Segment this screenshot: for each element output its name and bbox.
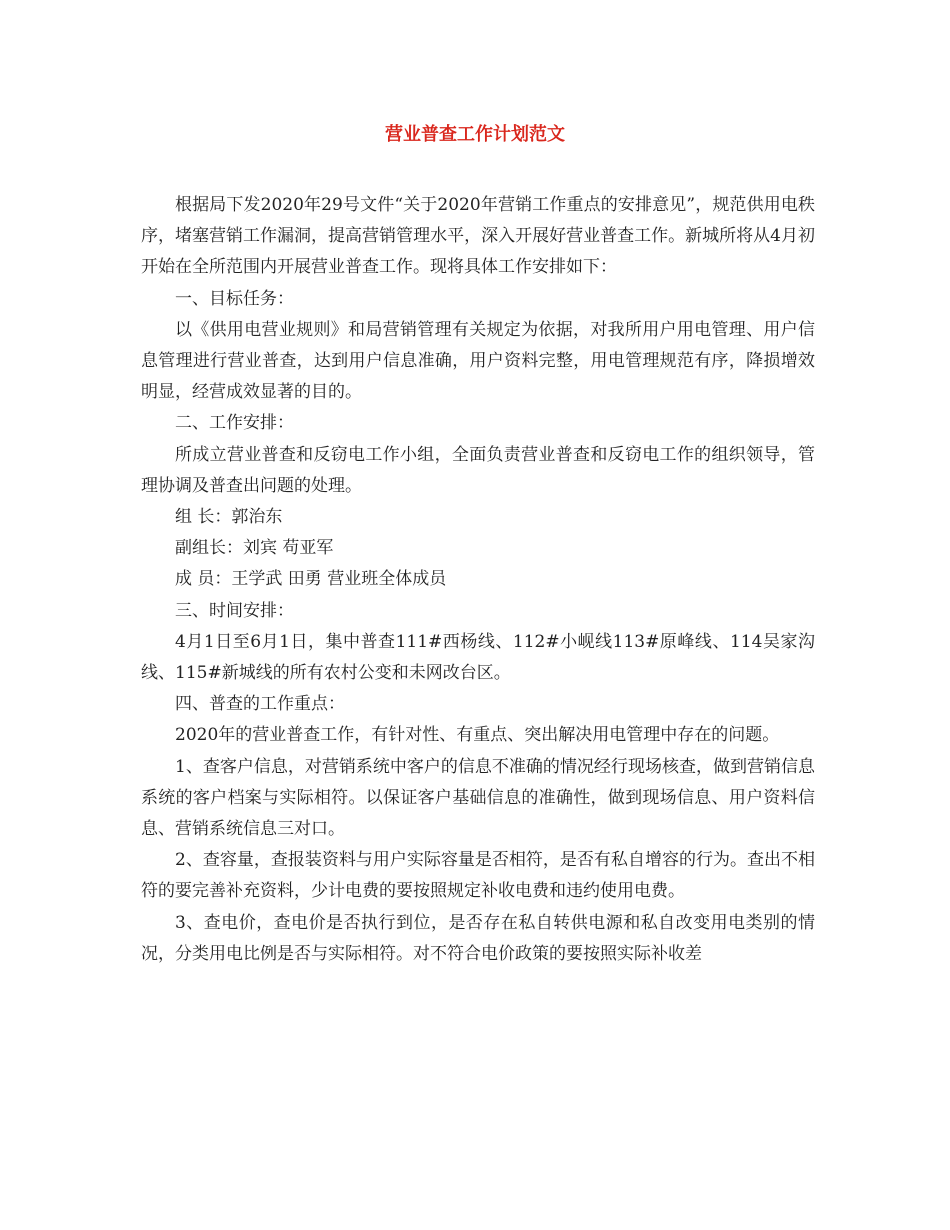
document-body (141, 190, 815, 970)
team-deputy-line: 副组长：刘宾 苟亚军 (175, 538, 334, 559)
section-heading: 二、工作安排： (175, 413, 294, 434)
list-item: 2、查容量，查报装资料与用户实际容量是否相符，是否有私自增容的行为。查出不相符的要完善补充资料，少计电费的要按照规定补收电费和违约使用电费。 (141, 850, 815, 902)
section-heading: 四、普查的工作重点： (175, 694, 345, 715)
team-members-line: 成 员：王学武 田勇 营业班全体成员 (175, 569, 447, 590)
section-heading: 一、目标任务： (175, 288, 294, 309)
team-leader-line: 组 长：郭治东 (175, 507, 283, 528)
paragraph: 以《供用电营业规则》和局营销管理有关规定为依据，对我所用户用电管理、用户信息管理进行营业普查，达到用户信息准确，用户资料完整，用电管理规范有序，降损增效明显，经营成效显著的目的。 (141, 319, 815, 403)
list-item: 3、查电价，查电价是否执行到位，是否存在私自转供电源和私自改变用电类别的情况，分类用电比例是否与实际相符。对不符合电价政策的要按照实际补收差 (141, 912, 815, 964)
document-title: 营业普查工作计划范文 (385, 124, 565, 145)
paragraph: 所成立营业普查和反窃电工作小组，全面负责营业普查和反窃电工作的组织领导，管理协调及普查出问题的处理。 (141, 444, 815, 496)
section-heading: 三、时间安排： (175, 600, 294, 621)
list-item: 1、查客户信息，对营销系统中客户的信息不准确的情况经行现场核查，做到营销信息系统的客户档案与实际相符。以保证客户基础信息的准确性，做到现场信息、用户资料信息、营销系统信息三对口。 (141, 756, 815, 840)
paragraph: 4月1日至6月1日，集中普查111#西杨线、112#小岘线113#原峰线、114吴家沟线、115#新城线的所有农村公变和未网改台区。 (141, 631, 815, 684)
paragraph: 2020年的营业普查工作，有针对性、有重点、突出解决用电管理中存在的问题。 (175, 725, 780, 746)
paragraph: 根据局下发2020年29号文件“关于2020年营销工作重点的安排意见”，规范供用电秩序，堵塞营销工作漏洞，提高营销管理水平，深入开展好营业普查工作。新城所将从4月初开始在全所范围内开展营业普查工作。现将具体工作安排如下： (141, 195, 815, 278)
